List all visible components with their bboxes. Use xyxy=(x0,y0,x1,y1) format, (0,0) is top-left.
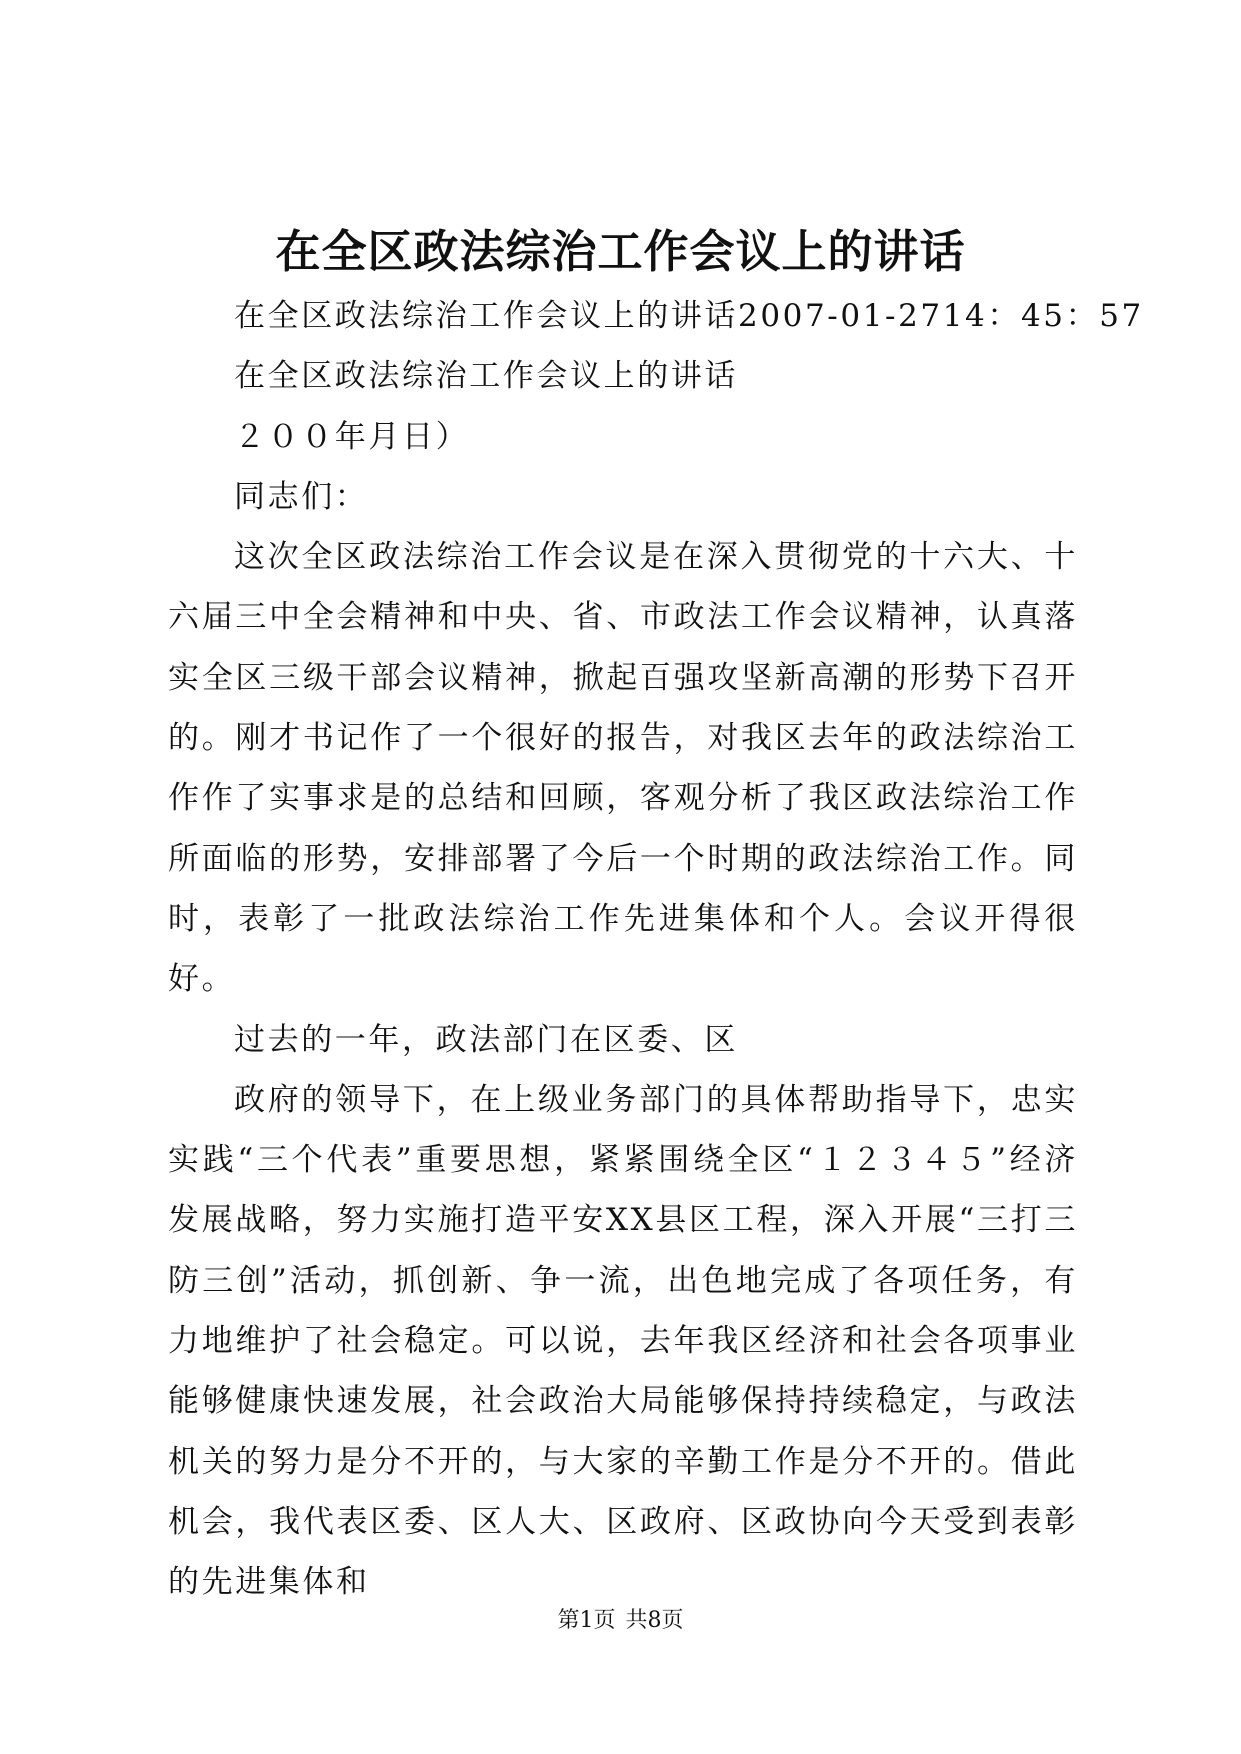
paragraph-body: 过去的一年，政法部门在区委、区 xyxy=(234,1021,738,1058)
page-total: 共8页 xyxy=(625,1608,684,1633)
paragraph-body: 政府的领导下，在上级业务部门的具体帮助指导下，忠实实践“三个代表”重要思想，紧紧围绕全区“１２３４５”经济发展战略，努力实施打造平安XX县区工程，深入开展“三打三防三创”活动，抓创新、争一流，出色地完成了各项任务，有力地维护了社会稳定。可以说，去年我区经济和社会各项事业能够健康快速发展，社会政治大局能够保持持续稳定，与政法机关的努力是分不开的，与大家的辛勤工作是分不开的。借此机会，我代表区委、区人大、区政府、区政协向今天受到表彰的先进集体和 xyxy=(168,1081,1078,1601)
page-number: 第1页 xyxy=(557,1608,616,1633)
document-title: 在全区政法综治工作会议上的讲话 xyxy=(275,225,966,278)
page-footer xyxy=(0,1606,1241,1636)
paragraph-date: ２００年月日） xyxy=(234,418,470,455)
paragraph-subtitle: 在全区政法综治工作会议上的讲话 xyxy=(234,358,738,395)
paragraph-header-line: 在全区政法综治工作会议上的讲话2007-01-2714：45：57 xyxy=(234,298,1144,334)
paragraph-body: 这次全区政法综治工作会议是在深入贯彻党的十六大、十六届三中全会精神和中央、省、市政法工作会议精神，认真落实全区三级干部会议精神，掀起百强攻坚新高潮的形势下召开的。刚才书记作了一个很好的报告，对我区去年的政法综治工作作了实事求是的总结和回顾，客观分析了我区政法综治工作所面临的形势，安排部署了今后一个时期的政法综治工作。同时，表彰了一批政法综治工作先进集体和个人。会议开得很好。 xyxy=(168,539,1078,998)
document-body xyxy=(168,286,1144,1613)
paragraph-salutation: 同志们： xyxy=(234,478,369,515)
